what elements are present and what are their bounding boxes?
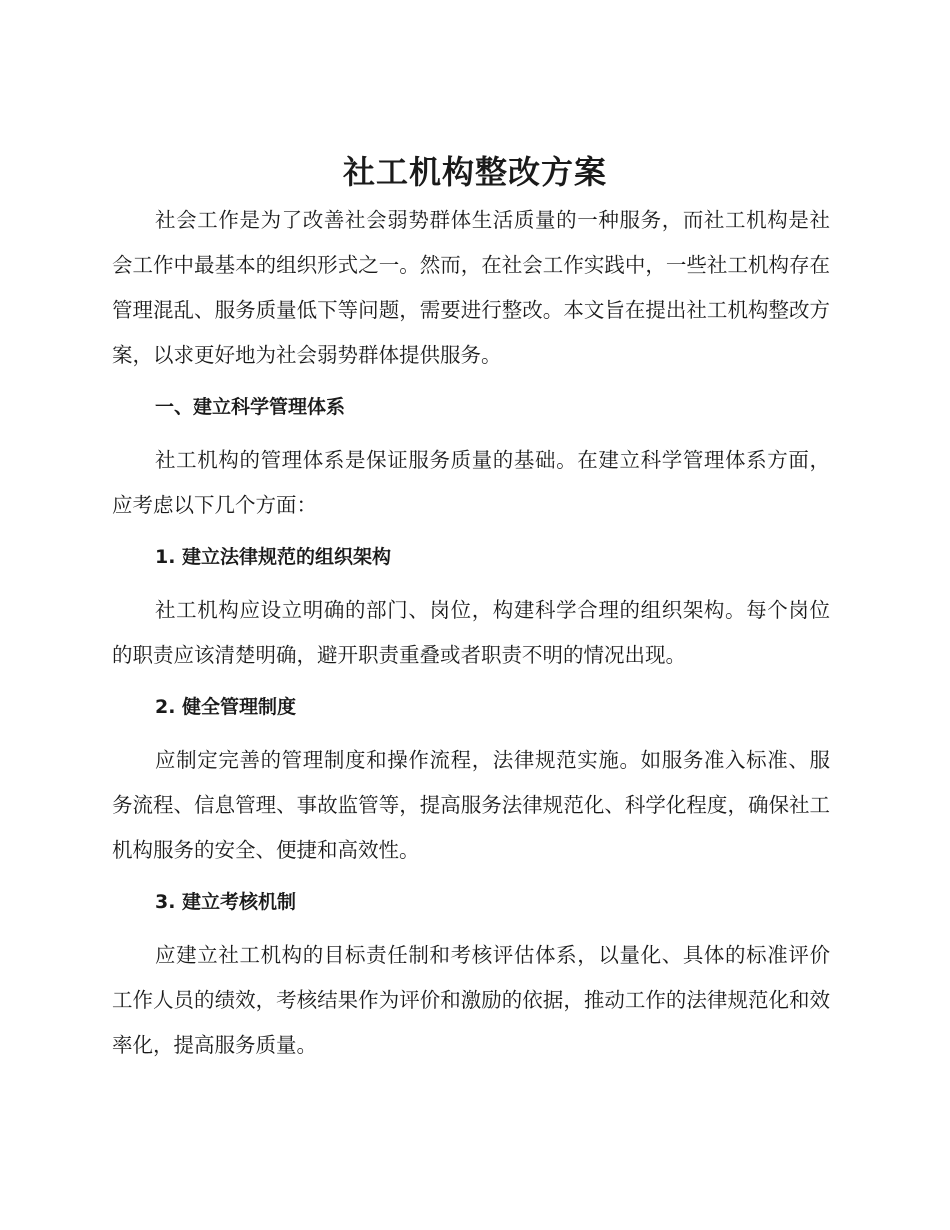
subsection-paragraph-3: 应建立社工机构的目标责任制和考核评估体系，以量化、具体的标准评价工作人员的绩效，考核结果作为评价和激励的依据，推动工作的法律规范化和效率化，提高服务质量。: [112, 943, 830, 1057]
subsection-heading-3: 3. 建立考核机制: [155, 891, 297, 913]
intro-paragraph: 社会工作是为了改善社会弱势群体生活质量的一种服务，而社工机构是社会工作中最基本的组织形式之一。然而，在社会工作实践中，一些社工机构存在管理混乱、服务质量低下等问题，需要进行整改。本文旨在提出社工机构整改方案，以求更好地为社会弱势群体提供服务。: [112, 208, 830, 367]
document-title: 社工机构整改方案: [342, 153, 607, 191]
section-heading: 一、建立科学管理体系: [155, 396, 346, 418]
subsection-heading-1: 1. 建立法律规范的组织架构: [155, 546, 392, 568]
subsection-paragraph-1: 社工机构应设立明确的部门、岗位，构建科学合理的组织架构。每个岗位的职责应该清楚明确，避开职责重叠或者职责不明的情况出现。: [112, 598, 830, 667]
document-body: [112, 198, 830, 1068]
subsection-heading-2: 2. 健全管理制度: [155, 696, 297, 718]
section-paragraph: 社工机构的管理体系是保证服务质量的基础。在建立科学管理体系方面，应考虑以下几个方面：: [112, 448, 830, 517]
subsection-paragraph-2: 应制定完善的管理制度和操作流程，法律规范实施。如服务准入标准、服务流程、信息管理、事故监管等，提高服务法律规范化、科学化程度，确保社工机构服务的安全、便捷和高效性。: [112, 748, 830, 862]
